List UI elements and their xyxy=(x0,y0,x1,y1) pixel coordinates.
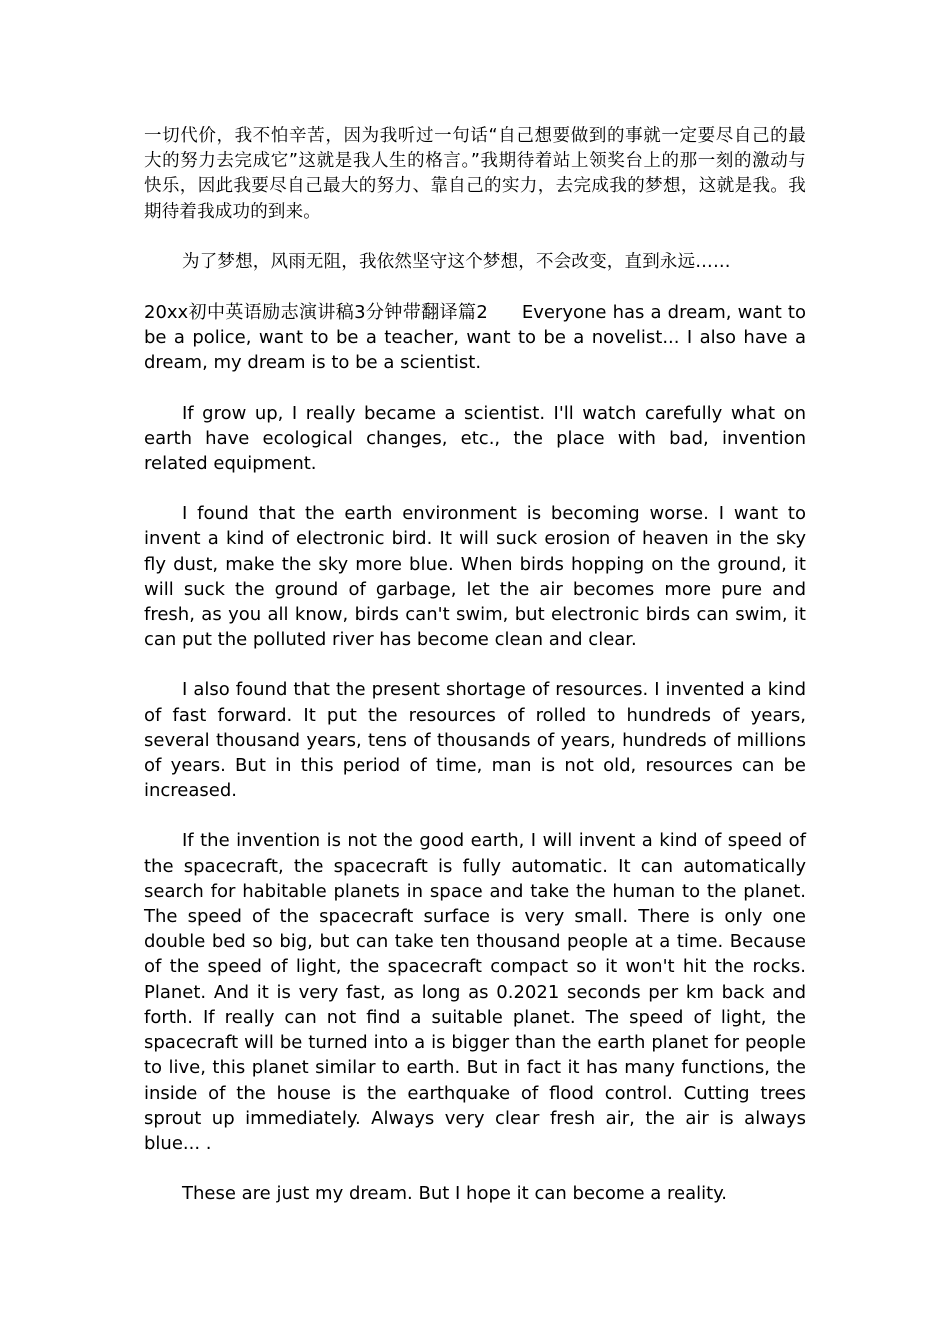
section-heading: 20xx初中英语励志演讲稿3分钟带翻译篇2 xyxy=(144,302,488,324)
paragraph-6: I also found that the present shortage of resources. I invented a kind of fast forward. It put the resources of rolled to hundreds of years, several thousand years, tens of thousands of years, hundreds of millions of years. But in this period of time, man is not old, resources can be increased. xyxy=(144,679,806,802)
paragraph-3-text: Everyone has a dream, want to be a police, want to be a teacher, want to be a novelist... I also have a dream, my dream is to be a scientist. xyxy=(144,302,806,374)
paragraph-7: If the invention is not the good earth, I will invent a kind of speed of the spacecraft, the spacecraft is fully automatic. It can automatically search for habitable planets in space and take the human to the planet. The speed of the spacecraft surface is very small. There is only one double bed so big, but can take ten thousand people at a time. Because of the speed of light, the spacecraft compact so it won't hit the rocks. Planet. And it is very fast, as long as 0.2021 seconds per km back and forth. If really can not find a suitable planet. The speed of light, the spacecraft will be turned into a is bigger than the earth planet for people to live, this planet similar to earth. But in fact it has many functions, the inside of the house is the earthquake of flood control. Cutting trees sprout up immediately. Always very clear fresh air, the air is always blue... . xyxy=(144,830,806,1154)
paragraph-5: I found that the earth environment is becoming worse. I want to invent a kind of electronic bird. It will suck erosion of heaven in the sky fly dust, make the sky more blue. When birds hopping on the ground, it will suck the ground of garbage, let the air becomes more pure and fresh, as you all know, birds can't swim, but electronic birds can swim, it can put the polluted river has become clean and clear. xyxy=(144,503,806,651)
paragraph-1: 一切代价，我不怕辛苦，因为我听过一句话“自己想要做到的事就一定要尽自己的最大的努力去完成它”这就是我人生的格言。”我期待着站上领奖台上的那一刻的激动与快乐，因此我要尽自己最大的努力、靠自己的实力，去完成我的梦想，这就是我。我期待着我成功的到来。 xyxy=(144,126,806,222)
paragraph-4: If grow up, I really became a scientist. I'll watch carefully what on earth have ecological changes, etc., the place with bad, invention related equipment. xyxy=(144,402,806,475)
paragraph-2: 为了梦想，风雨无阻，我依然坚守这个梦想，不会改变，直到永远…… xyxy=(182,251,731,272)
paragraph-8: These are just my dream. But I hope it can become a reality. xyxy=(182,1183,727,1205)
paragraph-3 xyxy=(144,300,806,376)
document-page xyxy=(144,124,806,1231)
